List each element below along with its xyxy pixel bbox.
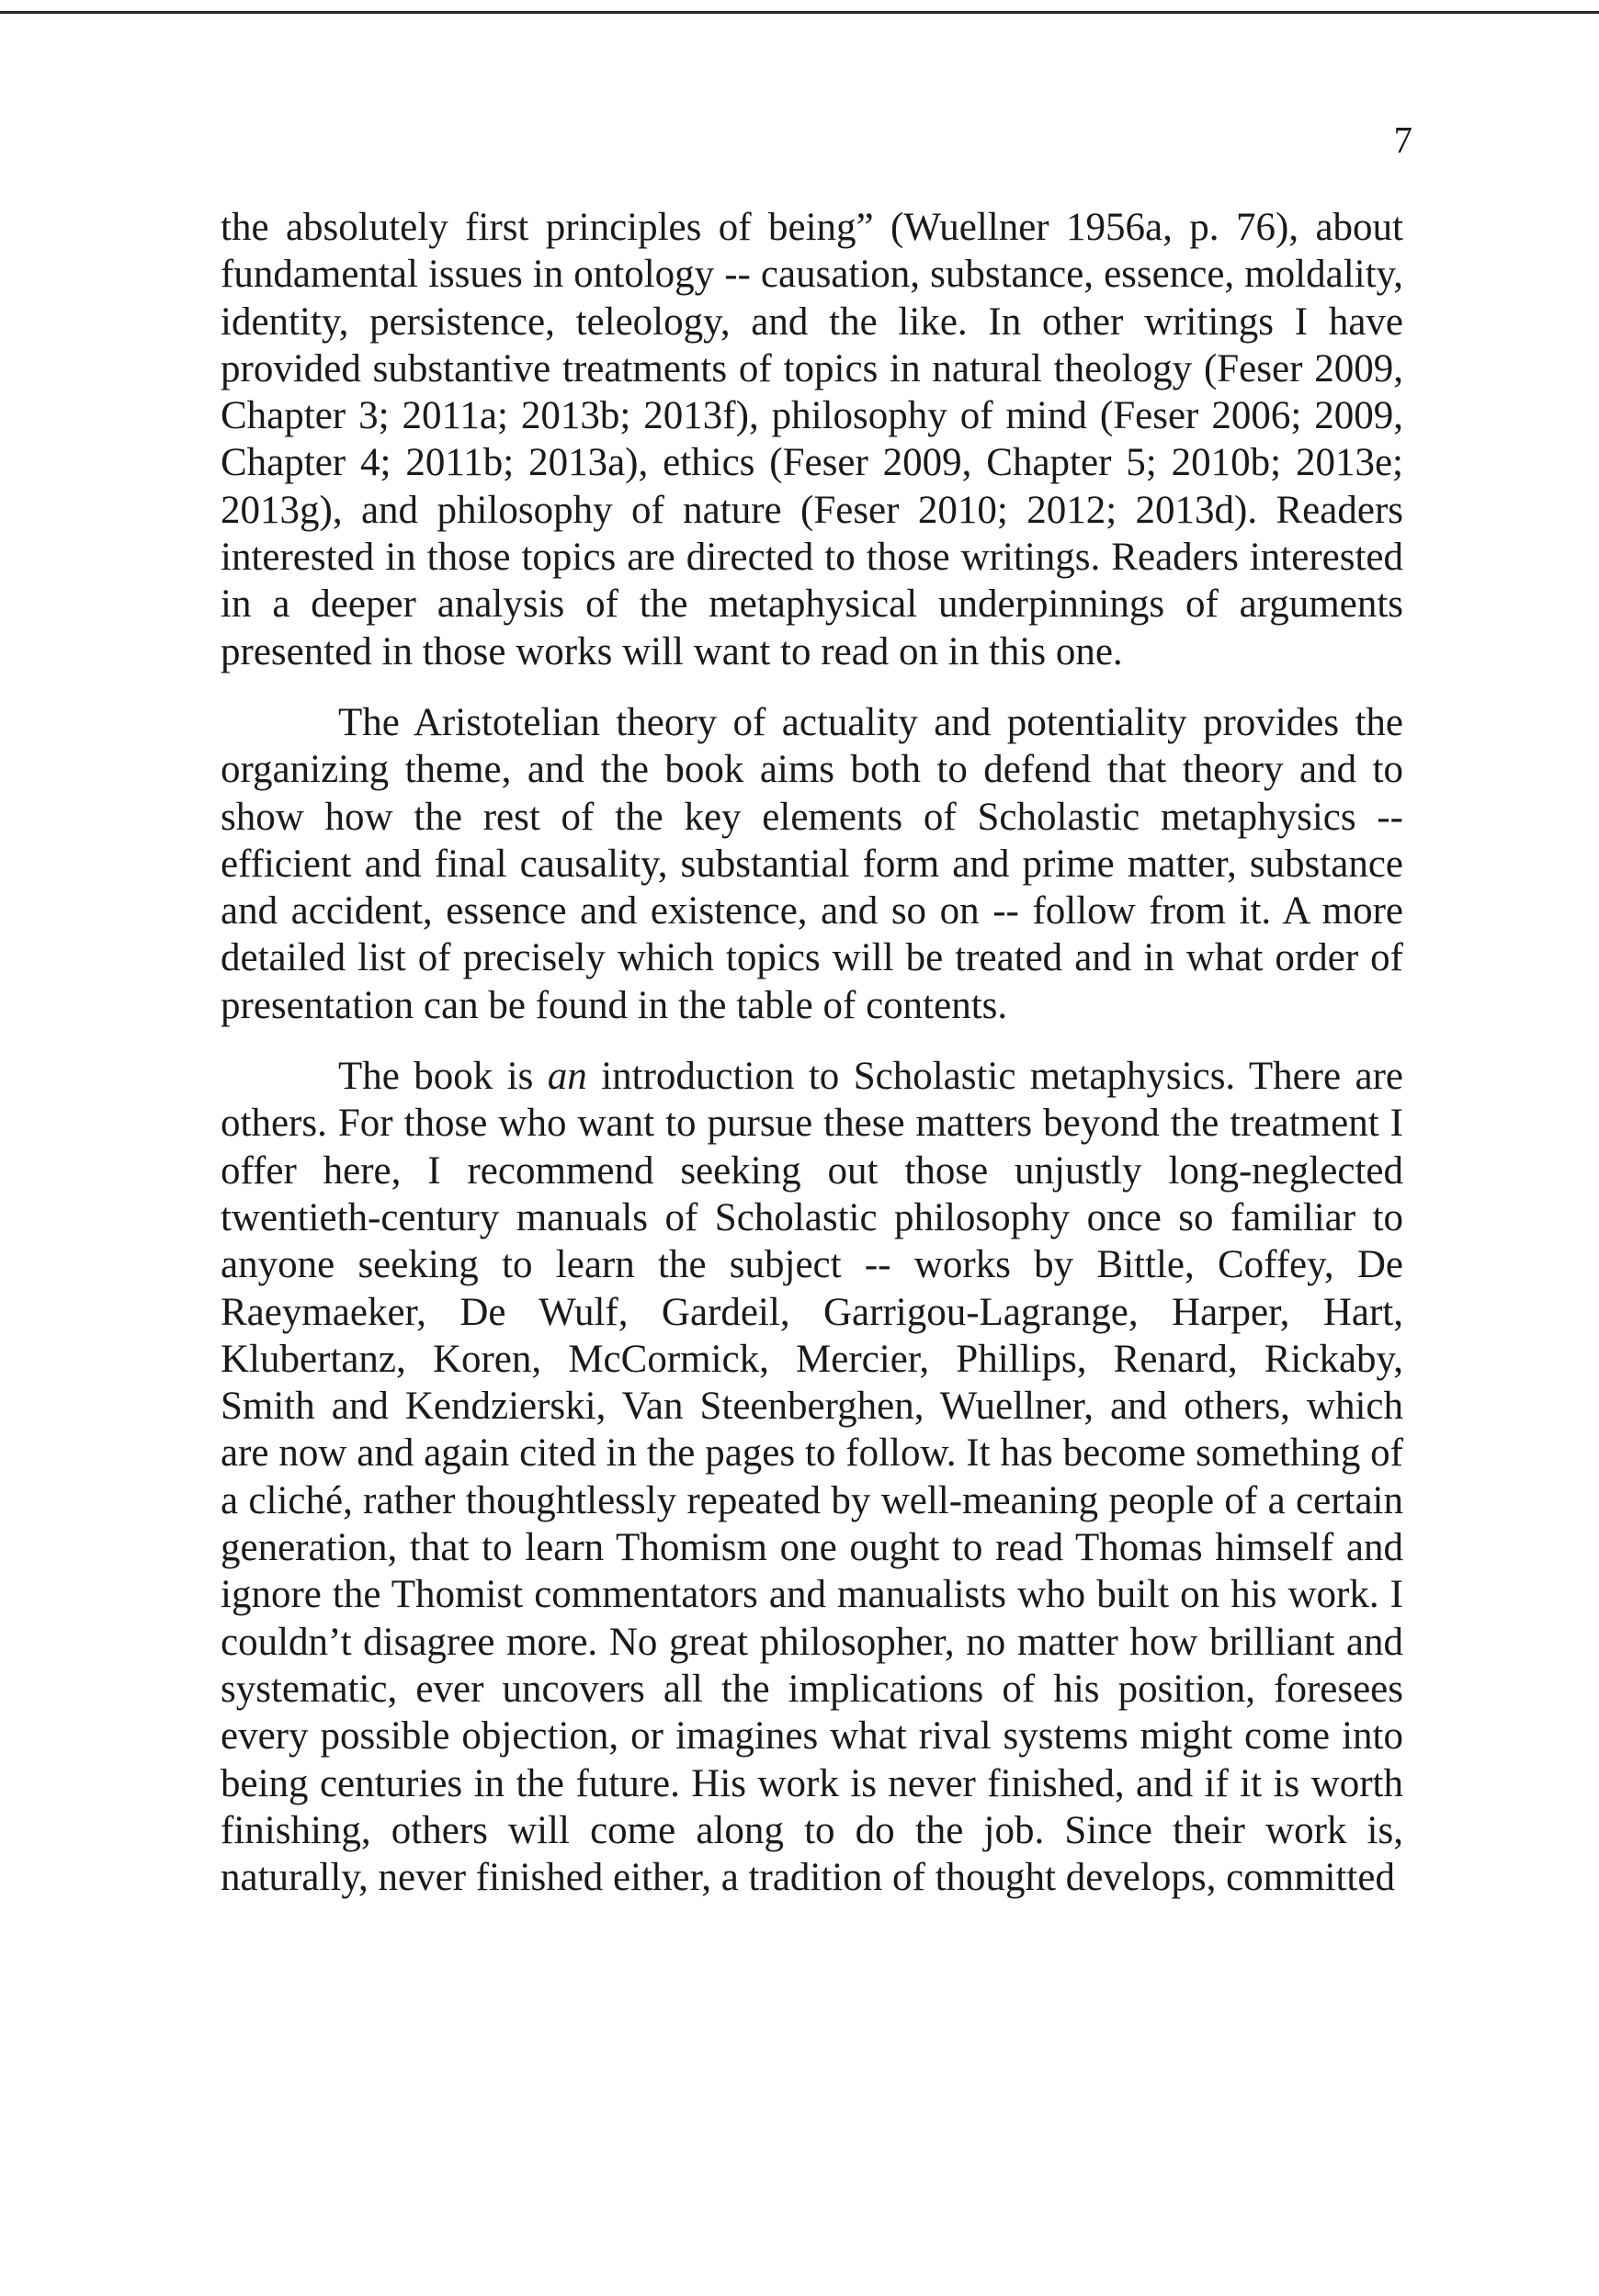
top-rule	[0, 11, 1599, 14]
paragraph-2: The Aristotelian theory of actuality and potentiality provides the organizing theme, and the book aims both to defend that theory and to show how the rest of the key elements of Scholastic metaphysics -- efficient and final causality, substantial form and prime matter, substance and accident, essence and existence, and so on -- follow from it. A more detailed list of precisely which topics will be treated and in what order of presentation can be found in the table of contents.	[221, 700, 1403, 1027]
paragraph-3-emphasis: an	[547, 1055, 587, 1099]
paragraph-3	[221, 1053, 1403, 1901]
page-number: 7	[1393, 119, 1412, 161]
paragraph-1: the absolutely first principles of being” (Wuellner 1956a, p. 76), about fundamental issues in ontology -- causation, substance, essence, moldality, identity, persistence, teleology, and the like. In other writings I have provided substantive treatments of topics in natural theology (Feser 2009, Chapter 3; 2011a; 2013b; 2013f), philosophy of mind (Feser 2006; 2009, Chapter 4; 2011b; 2013a), ethics (Feser 2009, Chapter 5; 2010b; 2013e; 2013g), and philosophy of nature (Feser 2010; 2012; 2013d). Readers interested in those topics are directed to those writings. Readers interested in a deeper analysis of the metaphysical underpinnings of arguments presented in those works will want to read on in this one.	[221, 206, 1403, 673]
body-text	[221, 204, 1403, 1901]
paragraph-3-rest: introduction to Scholastic metaphysics. There are others. For those who want to pursue these matters beyond the treatment I offer here, I recommend seeking out those unjustly long-neglected twentieth-century manuals of Scholastic philosophy once so familiar to anyone seeking to learn the subject -- works by Bittle, Coffey, De Raeymaeker, De Wulf, Gardeil, Garrigou-Lagrange, Harper, Hart, Klubertanz, Koren, McCormick, Mercier, Phillips, Renard, Rickaby, Smith and Kendzierski, Van Steenberghen, Wuellner, and others, which are now and again cited in the pages to follow. It has become something of a cliché, rather thoughtlessly repeated by well-meaning people of a certain generation, that to learn Thomism one ought to read Thomas himself and ignore the Thomist commentators and manualists who built on his work. I couldn’t disagree more. No great philosopher, no matter how brilliant and systematic, ever uncovers all the implications of his position, foresees every possible objection, or imagines what rival systems might come into being centuries in the future. His work is never finished, and if it is worth finishing, others will come along to do the job. Since their work is, naturally, never finished either, a tradition of thought develops, committed	[221, 1055, 1403, 1900]
paragraph-3-lead: The book is	[338, 1055, 548, 1099]
